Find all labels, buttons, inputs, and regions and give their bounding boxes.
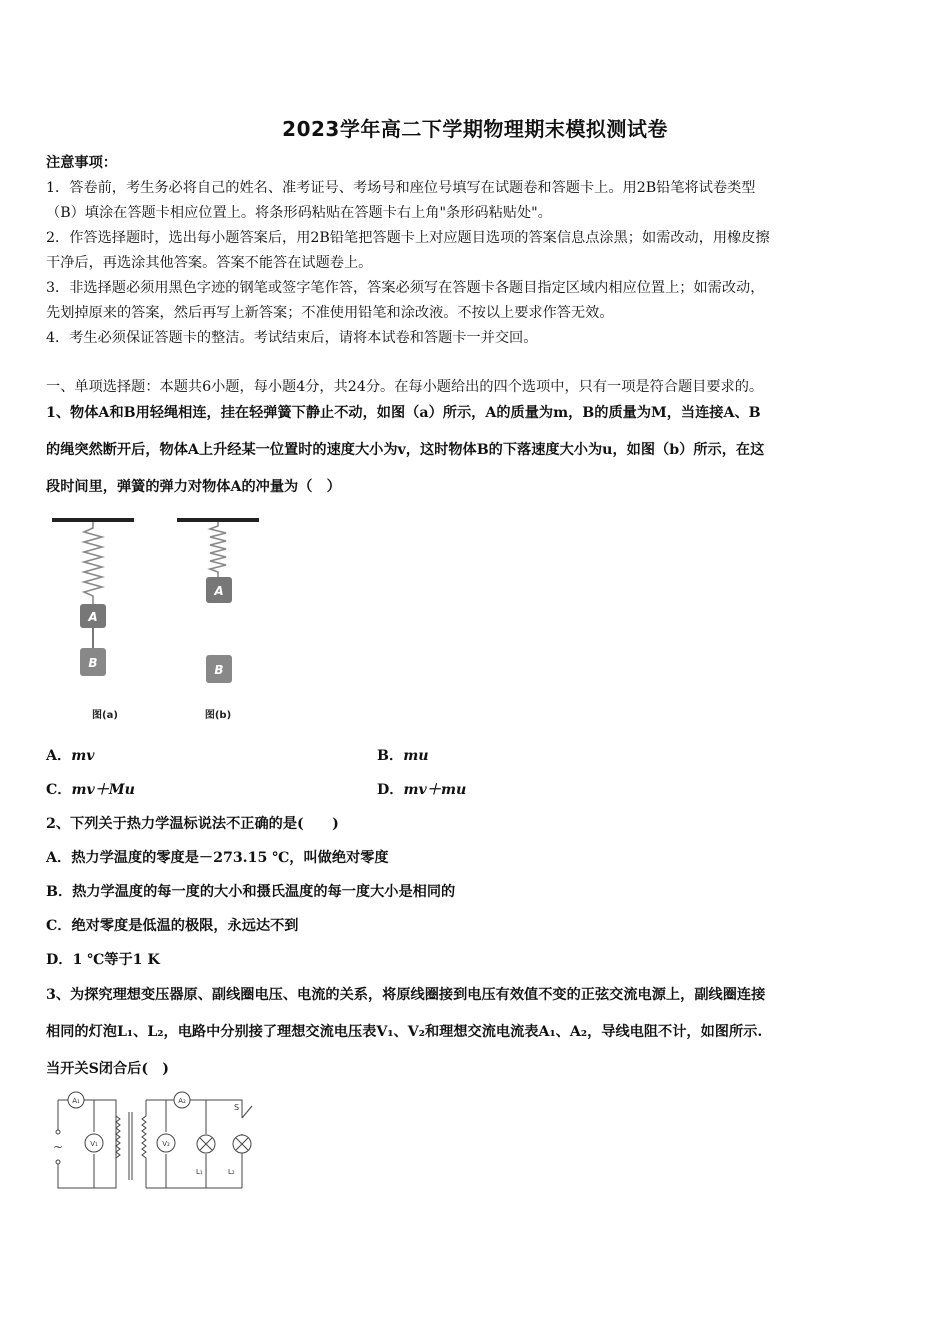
notice-line: 1．答卷前，考生务必将自己的姓名、准考证号、考场号和座位号填写在试题卷和答题卡上。用2B铅笔将试卷类型 [46, 180, 756, 196]
svg-text:A₁: A₁ [72, 1097, 80, 1105]
notice-heading: 注意事项： [46, 155, 117, 171]
q3-stem-line: 当开关S闭合后( ) [46, 1061, 169, 1077]
figure-b [177, 518, 259, 721]
svg-text:B: B [88, 656, 98, 670]
switch-s-icon: S [234, 1103, 240, 1112]
ac-source-icon: ~ [52, 1140, 64, 1154]
figure-a [52, 518, 134, 721]
q2-option-a[interactable]: A．热力学温度的零度是－273.15 ℃，叫做绝对零度 [46, 850, 389, 866]
q1-stem-line: 段时间里，弹簧的弹力对物体A的冲量为（ ） [46, 479, 341, 495]
lamp-l1-icon [197, 1135, 215, 1153]
svg-text:A₂: A₂ [178, 1097, 186, 1105]
notice-line: 2．作答选择题时，选出每小题答案后，用2B铅笔把答题卡上对应题目选项的答案信息点涂黑；如需改动，用橡皮擦 [46, 230, 770, 246]
q2-option-d[interactable]: D．1 ℃等于1 K [46, 952, 160, 968]
section-heading: 一、单项选择题：本题共6小题，每小题4分，共24分。在每小题给出的四个选项中，只有一项是符合题目要求的。 [46, 379, 764, 395]
svg-text:A: A [88, 610, 98, 624]
caption-b: 图(b) [204, 710, 232, 721]
q3-stem-line: 3、为探究理想变压器原、副线圈电压、电流的关系，将原线圈接到电压有效值不变的正弦交流电源上，副线圈连接 [46, 987, 766, 1003]
q1-option-a[interactable]: A．mv [46, 748, 95, 764]
notice-line: 3．非选择题必须用黑色字迹的钢笔或签字笔作答，答案必须写在答题卡各题目指定区域内相应位置上；如需改动， [46, 280, 765, 296]
svg-text:V₂: V₂ [162, 1140, 170, 1148]
notice-line: 先划掉原来的答案，然后再写上新答案；不准使用铅笔和涂改液。不按以上要求作答无效。 [46, 305, 614, 321]
q2-option-b[interactable]: B．热力学温度的每一度的大小和摄氏温度的每一度大小是相同的 [46, 884, 456, 900]
svg-text:L₁: L₁ [196, 1168, 203, 1176]
notice-line: 4．考生必须保证答题卡的整洁。考试结束后，请将本试卷和答题卡一并交回。 [46, 330, 538, 346]
svg-text:A: A [214, 584, 224, 598]
q3-circuit-diagram [46, 1088, 266, 1196]
caption-a: 图(a) [92, 710, 118, 721]
svg-text:L₂: L₂ [228, 1168, 235, 1176]
q2-option-c[interactable]: C．绝对零度是低温的极限，永远达不到 [46, 918, 299, 934]
page-title: 2023学年高二下学期物理期末模拟测试卷 [282, 117, 668, 141]
q3-stem-line: 相同的灯泡L₁、L₂，电路中分别接了理想交流电压表V₁、V₂和理想交流电流表A₁、A₂，导线电阻不计，如图所示. [46, 1024, 763, 1040]
notice-line: （B）填涂在答题卡相应位置上。将条形码粘贴在答题卡右上角"条形码粘贴处"。 [46, 205, 552, 221]
q1-stem-line: 的绳突然断开后，物体A上升经某一位置时的速度大小为v，这时物体B的下落速度大小为u，如图（b）所示，在这 [46, 442, 765, 458]
q1-stem-line: 1、物体A和B用轻绳相连，挂在轻弹簧下静止不动，如图（a）所示，A的质量为m，B的质量为M，当连接A、B [46, 405, 761, 421]
svg-text:V₁: V₁ [90, 1140, 98, 1148]
q1-option-d[interactable]: D．mv＋mu [377, 782, 467, 798]
notice-line: 干净后，再选涂其他答案。答案不能答在试题卷上。 [46, 255, 373, 271]
q2-stem: 2、下列关于热力学温标说法不正确的是( ) [46, 816, 339, 832]
lamp-l2-icon [233, 1135, 251, 1153]
q1-option-c[interactable]: C．mv＋Mu [46, 782, 135, 798]
svg-text:B: B [214, 663, 224, 677]
q1-option-b[interactable]: B．mu [377, 748, 429, 764]
q1-spring-figure [46, 512, 276, 727]
